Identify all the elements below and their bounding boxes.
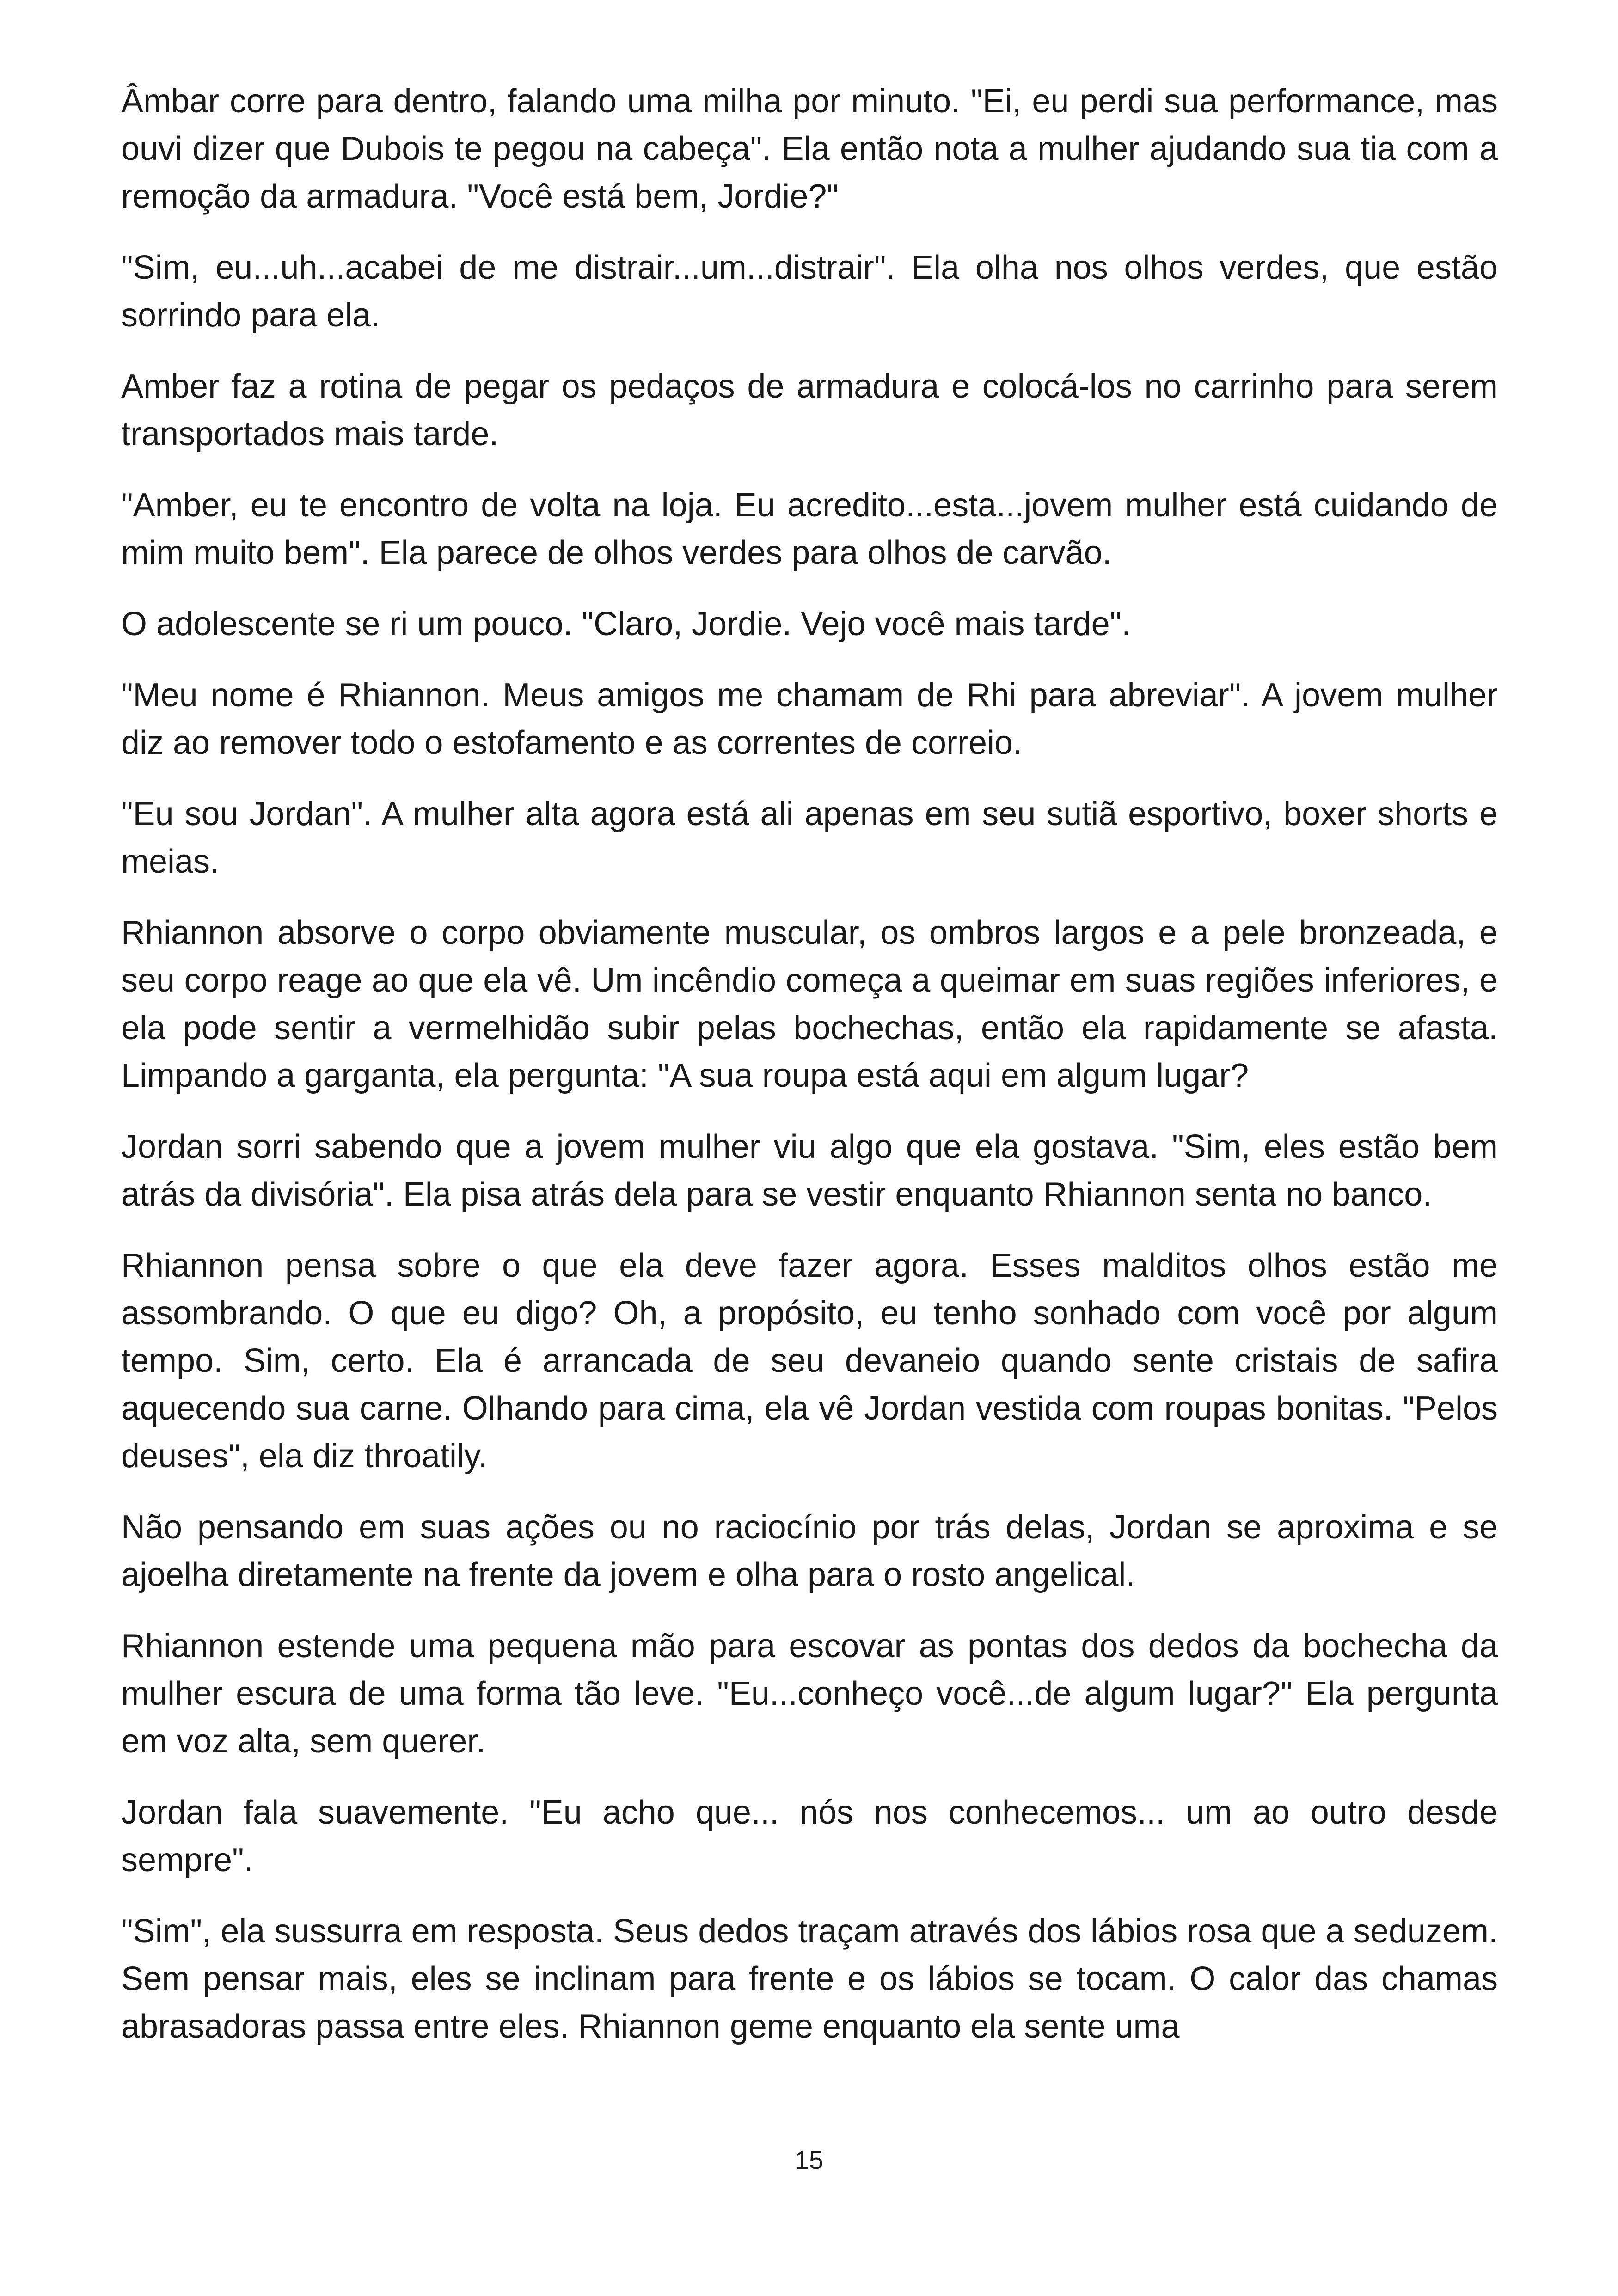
paragraph-11: Não pensando em suas ações ou no raciocínio por trás delas, Jordan se aproxima e se ajoelha diretamente na frente da jovem e olha para o rosto angelical. <box>121 1509 1498 1593</box>
paragraph-2: "Sim, eu...uh...acabei de me distrair...um...distrair". Ela olha nos olhos verdes, que estão sorrindo para ela. <box>121 249 1498 334</box>
paragraph-1: Âmbar corre para dentro, falando uma milha por minuto. "Ei, eu perdi sua performance, mas ouvi dizer que Dubois te pegou na cabeça". Ela então nota a mulher ajudando sua tia com a remoção da armadura. "Você está bem, Jordie?" <box>121 83 1498 215</box>
paragraph-3: Amber faz a rotina de pegar os pedaços de armadura e colocá-los no carrinho para serem transportados mais tarde. <box>121 368 1498 453</box>
paragraph-5: O adolescente se ri um pouco. "Claro, Jordie. Vejo você mais tarde". <box>121 606 1131 643</box>
paragraph-10: Rhiannon pensa sobre o que ela deve fazer agora. Esses malditos olhos estão me assombrando. O que eu digo? Oh, a propósito, eu tenho sonhado com você por algum tempo. Sim, certo. Ela é arrancada de seu devaneio quando sente cristais de safira aquecendo sua carne. Olhando para cima, ela vê Jordan vestida com roupas bonitas. "Pelos deuses", ela diz throatily. <box>121 1247 1498 1475</box>
paragraph-13: Jordan fala suavemente. "Eu acho que... nós nos conhecemos... um ao outro desde sempre". <box>121 1794 1498 1879</box>
paragraph-8: Rhiannon absorve o corpo obviamente muscular, os ombros largos e a pele bronzeada, e seu corpo reage ao que ela vê. Um incêndio começa a queimar em suas regiões inferiores, e ela pode sentir a vermelhidão subir pelas bochechas, então ela rapidamente se afasta. Limpando a garganta, ela pergunta: "A sua roupa está aqui em algum lugar? <box>121 914 1498 1094</box>
paragraph-7: "Eu sou Jordan". A mulher alta agora está ali apenas em seu sutiã esportivo, boxer shorts e meias. <box>121 796 1498 880</box>
paragraph-12: Rhiannon estende uma pequena mão para escovar as pontas dos dedos da bochecha da mulher escura de uma forma tão leve. "Eu...conheço você...de algum lugar?" Ela pergunta em voz alta, sem querer. <box>121 1628 1498 1760</box>
paragraph-9: Jordan sorri sabendo que a jovem mulher viu algo que ela gostava. "Sim, eles estão bem atrás da divisória". Ela pisa atrás dela para se vestir enquanto Rhiannon senta no banco. <box>121 1128 1498 1213</box>
paragraph-14: "Sim", ela sussurra em resposta. Seus dedos traçam através dos lábios rosa que a seduzem. Sem pensar mais, eles se inclinam para frente e os lábios se tocam. O calor das chamas abrasadoras passa entre eles. Rhiannon geme enquanto ela sente uma <box>121 1913 1498 2045</box>
page-number: 15 <box>794 2145 824 2174</box>
paragraph-6: "Meu nome é Rhiannon. Meus amigos me chamam de Rhi para abreviar". A jovem mulher diz ao remover todo o estofamento e as correntes de correio. <box>121 677 1498 761</box>
body-text <box>121 78 1498 2051</box>
paragraph-4: "Amber, eu te encontro de volta na loja. Eu acredito...esta...jovem mulher está cuidando de mim muito bem". Ela parece de olhos verdes para olhos de carvão. <box>121 487 1498 571</box>
